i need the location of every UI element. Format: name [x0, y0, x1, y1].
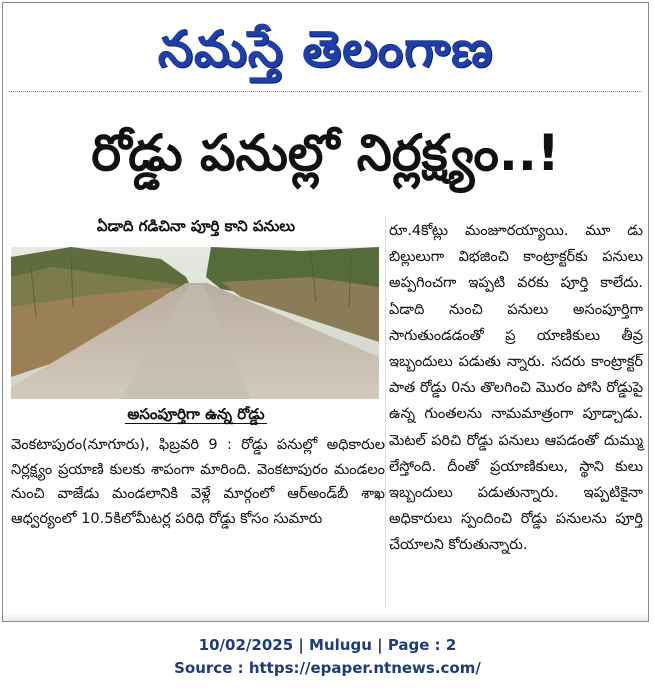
next-article-cutoff	[3, 613, 648, 622]
footer-source-line: Source : https://epaper.ntnews.com/	[174, 659, 481, 677]
newspaper-clipping	[2, 2, 649, 622]
newspaper-masthead: నమస్తే తెలంగాణ	[157, 19, 494, 78]
article-headline: రోడ్డు పనుల్లో నిర్లక్ష్యం..!	[91, 124, 560, 182]
column-divider	[385, 217, 386, 607]
article-subheading: ఏడాది గడిచినా పూర్తి కాని పనులు	[96, 217, 296, 235]
masthead-divider	[9, 91, 642, 92]
footer-date-line: 10/02/2025 | Mulugu | Page : 2	[198, 636, 457, 654]
road-photo	[11, 247, 379, 399]
article-body-left-column: వెంకటాపురం(నూగూరు), ఫిబ్రవరి 9 : రోడ్డు పనుల్లో అధికారుల నిర్లక్ష్యం ప్రయాణి కులకు శాపంగా మారింది. వెంకటాపురం మండలం నుంచి వాజేడు మండలానికి వెళ్లే మార్గంలో ఆర్‌అండ్‌బీ శాఖ ఆధ్వర్యంలో 10.5కిలోమీటర్ల పరిధి రోడ్డు కోసం సుమారు	[11, 437, 385, 527]
article-body-right-column: రూ.4కోట్లు మంజూరయ్యాయి. మూ డు బిల్లులుగా విభజించి కాంట్రాక్టర్‌కు పనులు అప్పగించగా ఇప్పటి వరకు పూర్తి కాలేదు. ఏడాది నుంచి పనులు అసంపూర్తిగా సాగుతుండడంతో ప్ర యాణికులు తీవ్ర ఇబ్బందులు పడుతు న్నారు. సదరు కాంట్రాక్టర్ పాత రోడ్డు 0ను తొలగించి మొరం పోసి రోడ్డుపై ఉన్న గుంతలను నామమాత్రంగా పూడ్చాడు. మెటల్ పరిచి రోడ్డు పనులు ఆపడంతో దుమ్ము లేస్తోంది. దీంతో ప్రయాణికులు, స్థాని కులు ఇబ్బందులు పడుతున్నారు. ఇప్పటికైనా అధికారులు స్పందించి రోడ్డు పనులను పూర్తి చేయాలని కోరుతున్నారు.	[389, 223, 643, 554]
photo-caption: అసంపూర్తిగా ఉన్న రోడ్డు	[127, 405, 265, 423]
